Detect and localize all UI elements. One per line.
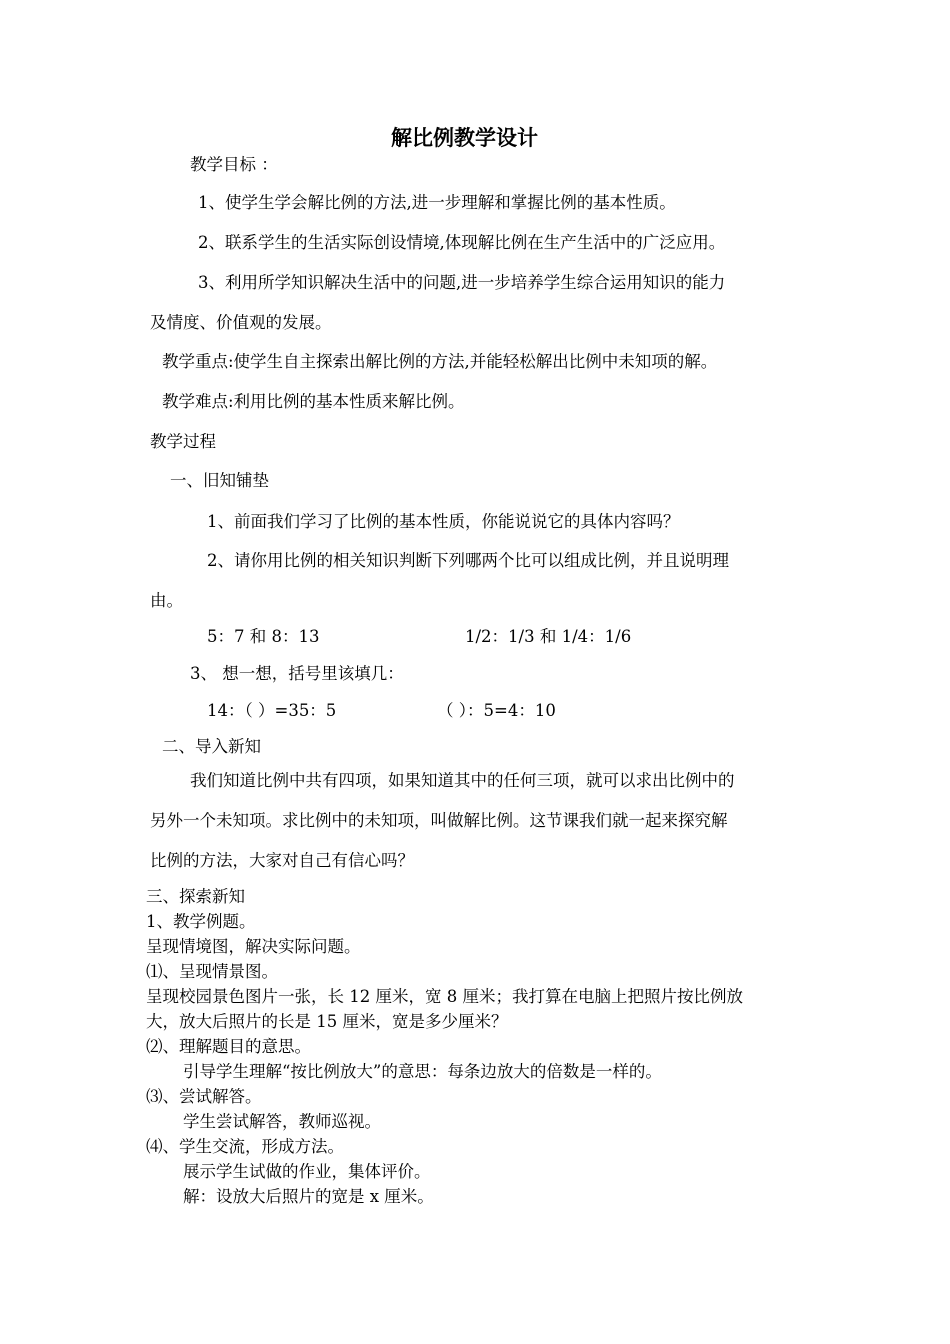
section-3-intro: 呈现情境图，解决实际问题。 (146, 937, 361, 956)
key-point: 教学重点:使学生自主探索出解比例的方法,并能轻松解出比例中未知项的解。 (162, 352, 718, 371)
goal-3-line-1: 3、利用所学知识解决生活中的问题,进一步培养学生综合运用知识的能力 (198, 273, 726, 292)
section-1-question-2-line-1: 2、请你用比例的相关知识判断下列哪两个比可以组成比例，并且说明理 (207, 551, 729, 570)
step-2-text: 引导学生理解“按比例放大”的意思：每条边放大的倍数是一样的。 (183, 1062, 662, 1081)
section-2-paragraph-line-1: 我们知道比例中共有四项，如果知道其中的任何三项，就可以求出比例中的 (190, 771, 735, 790)
section-1-heading: 一、旧知铺垫 (170, 471, 269, 490)
ratio-pair-a: 5：7 和 8：13 (207, 627, 320, 646)
step-1-text-line-2: 大，放大后照片的长是 15 厘米，宽是多少厘米？ (146, 1012, 508, 1031)
section-3-heading: 三、探索新知 (146, 887, 245, 906)
section-1-question-1: 1、前面我们学习了比例的基本性质，你能说说它的具体内容吗？ (207, 512, 680, 531)
fill-blank-b: （ ）：5=4：10 (437, 701, 556, 720)
goal-3-line-2: 及情度、价值观的发展。 (150, 313, 332, 332)
section-2-heading: 二、导入新知 (162, 737, 261, 756)
step-4-heading: ⑷、学生交流，形成方法。 (146, 1137, 344, 1156)
process-heading: 教学过程 (150, 432, 216, 451)
step-1-heading: ⑴、呈现情景图。 (146, 962, 278, 981)
section-2-paragraph-line-2: 另外一个未知项。求比例中的未知项，叫做解比例。这节课我们就一起来探究解 (150, 811, 728, 830)
section-1-question-2-line-2: 由。 (150, 591, 183, 610)
solution-line: 解：设放大后照片的宽是 x 厘米。 (183, 1187, 434, 1206)
step-2-heading: ⑵、理解题目的意思。 (146, 1037, 311, 1056)
goal-1: 1、使学生学会解比例的方法,进一步理解和掌握比例的基本性质。 (198, 193, 676, 212)
step-4-text: 展示学生试做的作业，集体评价。 (183, 1162, 431, 1181)
fill-blank-a: 14：（ ）=35：5 (207, 701, 337, 720)
step-1-text-line-1: 呈现校园景色图片一张，长 12 厘米，宽 8 厘米；我打算在电脑上把照片按比例放 (146, 987, 743, 1006)
ratio-pair-b: 1/2：1/3 和 1/4：1/6 (465, 627, 632, 646)
goal-2: 2、联系学生的生活实际创设情境,体现解比例在生产生活中的广泛应用。 (198, 233, 726, 252)
document-title: 解比例教学设计 (391, 125, 538, 150)
goals-heading: 教学目标 ： (190, 155, 278, 174)
section-3-item-1: 1、教学例题。 (146, 912, 256, 931)
step-3-text: 学生尝试解答，教师巡视。 (183, 1112, 381, 1131)
section-1-question-3: 3、 想一想，括号里该填几： (190, 664, 404, 683)
section-2-paragraph-line-3: 比例的方法，大家对自己有信心吗？ (150, 851, 414, 870)
step-3-heading: ⑶、尝试解答。 (146, 1087, 262, 1106)
difficulty-point: 教学难点:利用比例的基本性质来解比例。 (162, 392, 465, 411)
